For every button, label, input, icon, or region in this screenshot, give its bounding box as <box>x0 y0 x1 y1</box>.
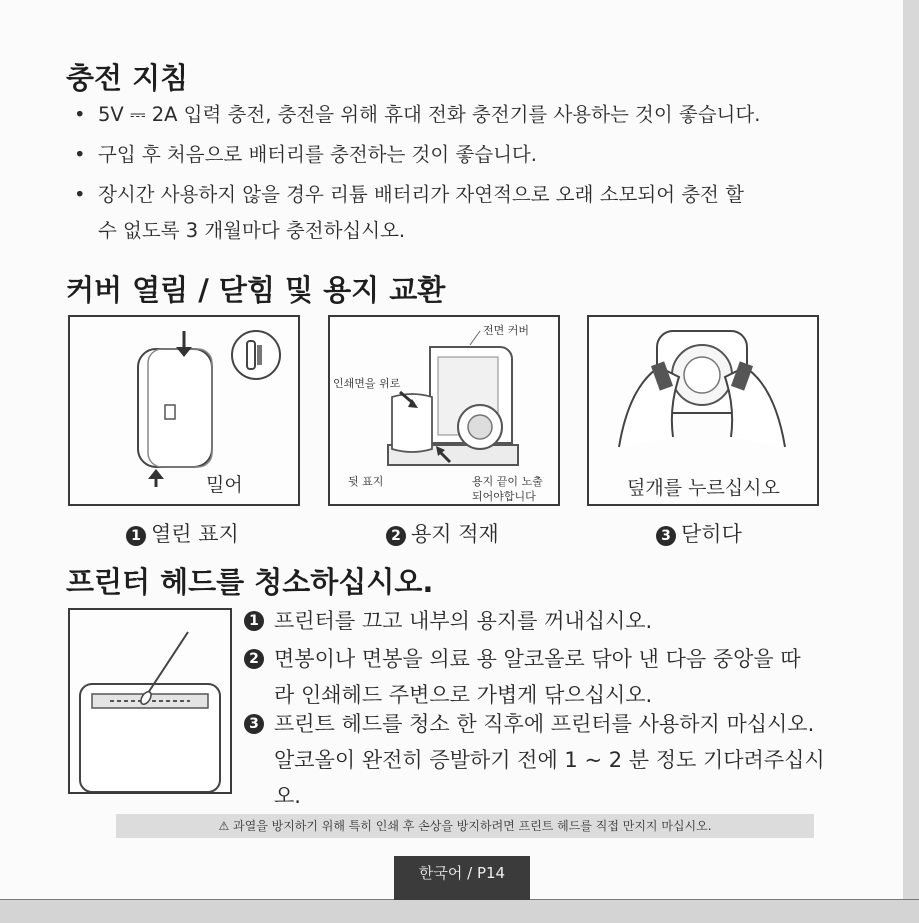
caption-load-paper <box>386 518 499 548</box>
page-edge-bottom <box>0 900 919 923</box>
caption-text: 용지 적재 <box>411 522 499 546</box>
step-number-icon: 1 <box>126 526 146 546</box>
illustration-close-cover <box>587 315 819 506</box>
bullet-icon: • <box>74 183 86 206</box>
illustration-load-paper <box>328 315 560 506</box>
step-number-icon: 3 <box>656 526 676 546</box>
section-title-cover: 커버 열림 / 닫힘 및 용지 교환 <box>66 273 446 307</box>
step-text: 면봉이나 면봉을 의료 용 알코올로 닦아 낸 다음 중앙을 따 라 인쇄헤드 주변으로 가볍게 닦으십시오. <box>274 647 801 707</box>
step-number-icon: 3 <box>244 714 264 734</box>
front-cover-label: 전면 커버 <box>483 324 530 337</box>
bullet-text: 장시간 사용하지 않을 경우 리튬 배터리가 자연적으로 오래 소모되어 충전 할 수 없도록 3 개월마다 충전하십시오. <box>98 183 744 242</box>
press-cover-label: 덮개를 누르십시오 <box>627 477 780 499</box>
paper-end-label-2: 되어야합니다 <box>472 490 536 503</box>
print-side-up-label: 인쇄면을 위로 <box>333 377 401 390</box>
bullet-text: 5V ⎓ 2A 입력 충전, 충전을 위해 휴대 전화 충전기를 사용하는 것이 좋습니다. <box>98 103 761 126</box>
cleaning-swab-illustration <box>70 610 230 792</box>
caption-text: 열린 표지 <box>151 522 239 546</box>
step-number-icon: 1 <box>244 611 264 631</box>
bullet-icon: • <box>74 103 86 126</box>
printer-side-illustration <box>70 317 298 504</box>
page-edge-right <box>903 0 919 923</box>
caption-close-cover <box>656 518 742 548</box>
back-cover-label: 뒷 표지 <box>348 475 384 488</box>
bullet-icon: • <box>74 143 86 166</box>
step-number-icon: 2 <box>386 526 406 546</box>
step-text: 프린터를 끄고 내부의 용지를 꺼내십시오. <box>274 609 653 633</box>
caption-text: 닫히다 <box>681 522 742 546</box>
warning-banner: ⚠ 과열을 방지하기 위해 특히 인쇄 후 손상을 방지하려면 프린트 헤드를 직접 만지지 마십시오. <box>116 814 814 838</box>
bullet-text: 구입 후 처음으로 배터리를 충전하는 것이 좋습니다. <box>98 143 537 166</box>
section-title-clean-head: 프린터 헤드를 청소하십시오. <box>66 565 434 599</box>
step-number-icon: 2 <box>244 649 264 669</box>
push-label: 밀어 <box>206 474 243 496</box>
page-number-label: 한국어 / P14 <box>394 856 530 900</box>
step-text: 프린트 헤드를 청소 한 직후에 프린터를 사용하지 마십시오. 알코올이 완전히 증발하기 전에 1 ~ 2 분 정도 기다려주십시 오. <box>274 712 825 808</box>
section-title-charging: 충전 지침 <box>66 61 189 95</box>
caption-open-cover <box>126 518 239 548</box>
paper-end-label-1: 용지 끝이 노출 <box>472 475 543 488</box>
illustration-clean-head <box>68 608 232 794</box>
illustration-open-cover <box>68 315 300 506</box>
